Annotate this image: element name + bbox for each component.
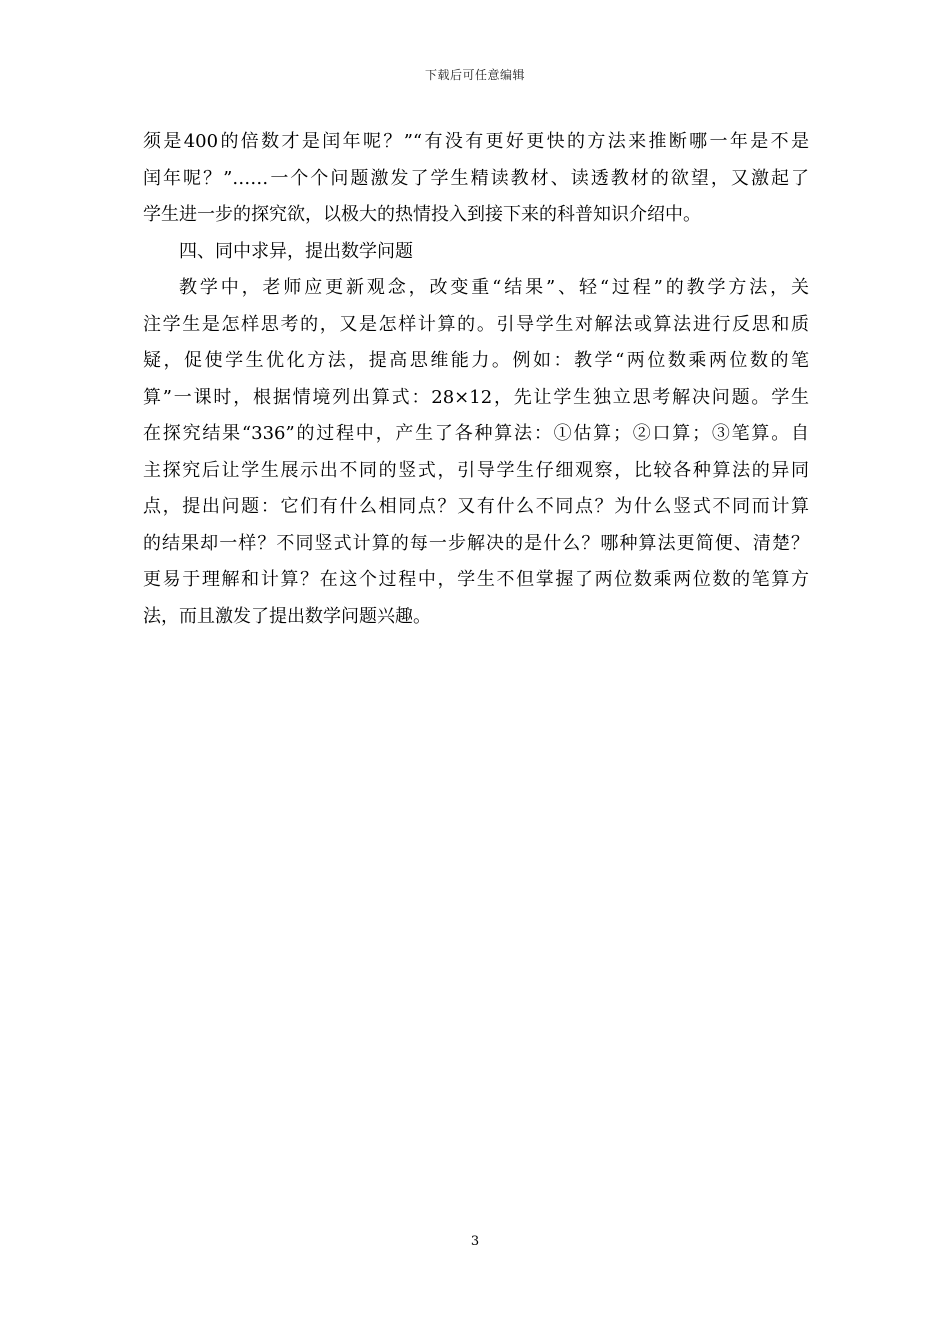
text-line: 学生进一步的探究欲，以极大的热情投入到接下来的科普知识介绍中。 <box>143 204 701 225</box>
page-number: 3 <box>470 1234 480 1249</box>
body-text <box>143 124 809 635</box>
text-line: 更易于理解和计算？在这个过程中，学生不但掌握了两位数乘两位数的笔算方 <box>143 569 809 590</box>
text-line: 法，而且激发了提出数学问题兴趣。 <box>143 605 431 627</box>
page-header: 下载后可任意编辑 <box>424 68 525 82</box>
text-line: 疑，促使学生优化方法，提高思维能力。例如：教学“两位数乘两位数的笔 <box>143 350 809 371</box>
text-line: 主探究后让学生展示出不同的竖式，引导学生仔细观察，比较各种算法的异同 <box>143 459 809 481</box>
text-line: 教学中，老师应更新观念，改变重“结果”、轻“过程”的教学方法，关 <box>179 277 809 298</box>
text-line: 闰年呢？”……一个个问题激发了学生精读教材、读透教材的欲望，又激起了 <box>143 167 809 189</box>
text-line: 在探究结果“336”的过程中，产生了各种算法：①估算；②口算；③笔算。自 <box>143 423 809 444</box>
text-line: 须是400的倍数才是闰年呢？”“有没有更好更快的方法来推断哪一年是不是 <box>143 131 809 152</box>
text-line: 的结果却一样？不同竖式计算的每一步解决的是什么？哪种算法更简便、清楚？ <box>143 532 809 554</box>
text-line: 算”一课时，根据情境列出算式：28×12，先让学生独立思考解决问题。学生 <box>143 386 809 408</box>
text-line: 点，提出问题：它们有什么相同点？又有什么不同点？为什么竖式不同而计算 <box>143 496 809 517</box>
text-line: 注学生是怎样思考的，又是怎样计算的。引导学生对解法或算法进行反思和质 <box>143 313 809 335</box>
section-heading: 四、同中求异，提出数学问题 <box>179 240 413 262</box>
